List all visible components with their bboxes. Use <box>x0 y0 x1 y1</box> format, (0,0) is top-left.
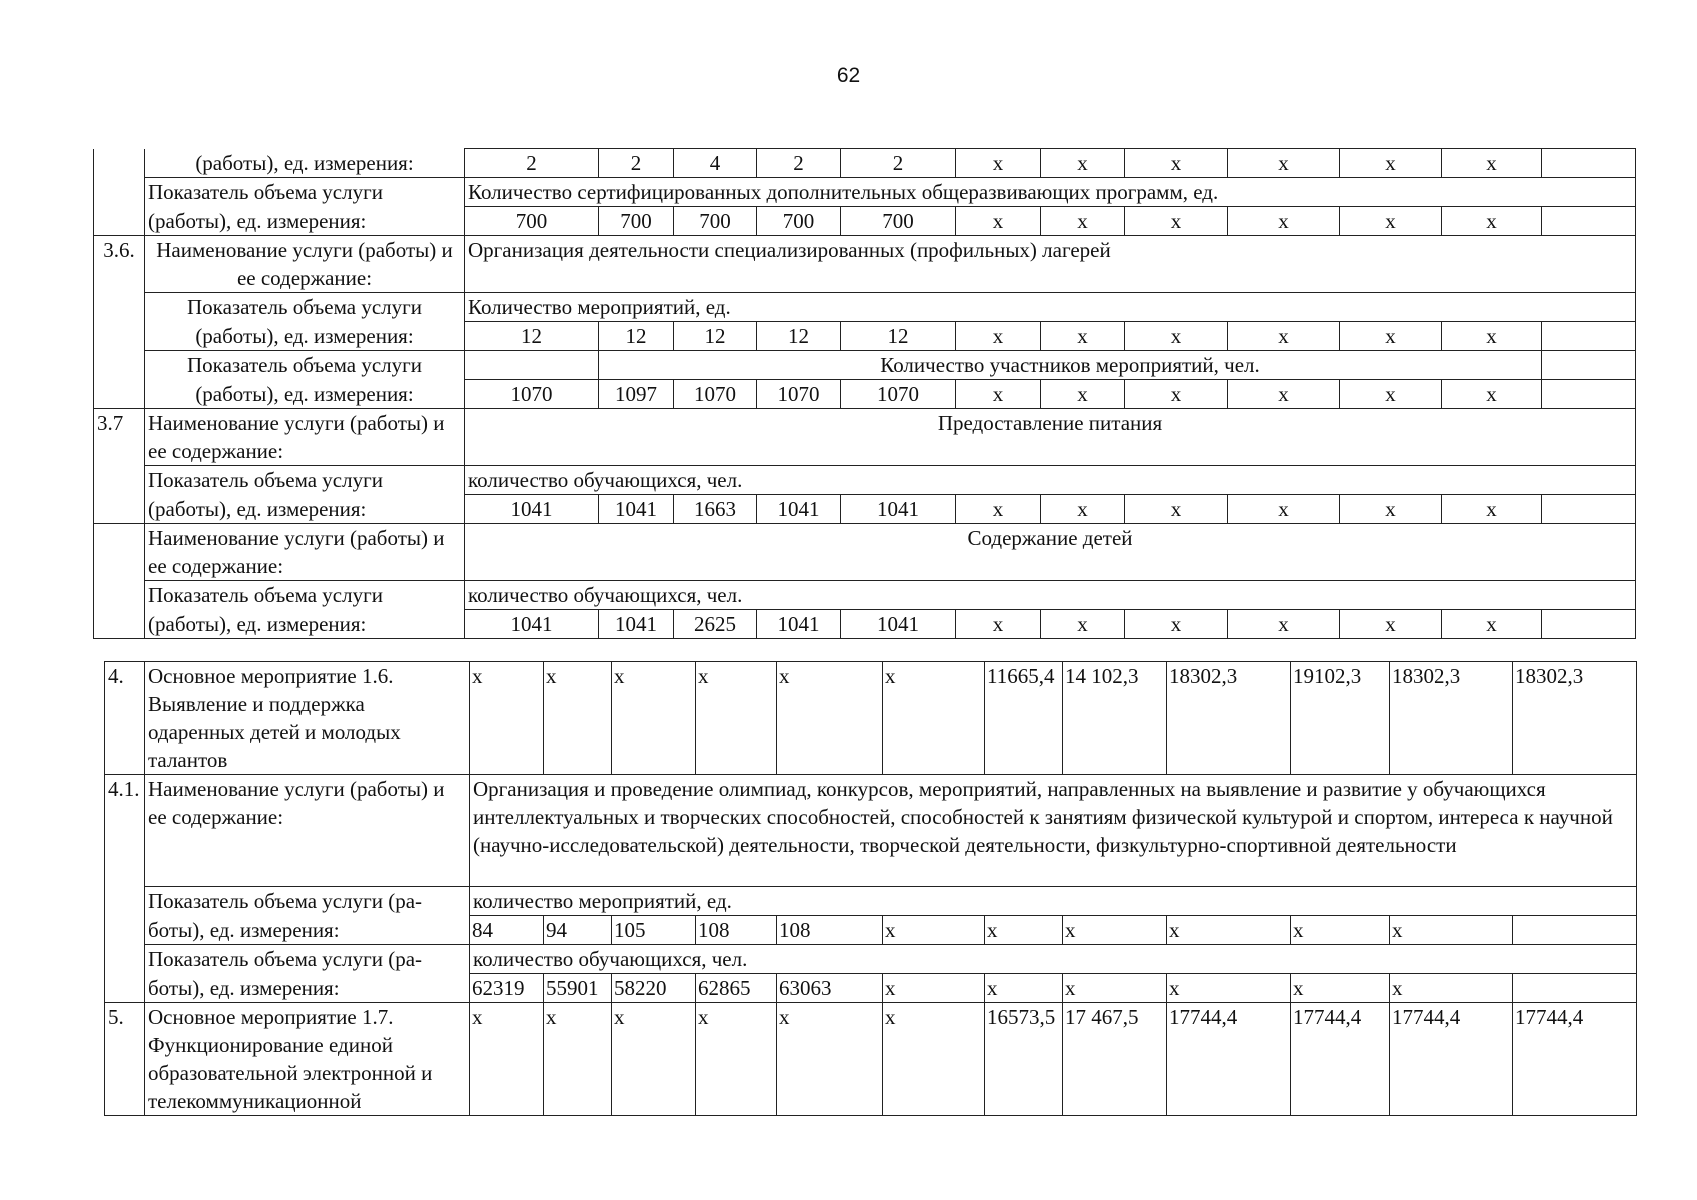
table-row <box>105 974 1637 1003</box>
value-cell: 1070 <box>841 380 956 409</box>
value-cell: 1097 <box>599 380 674 409</box>
indicator-label: Показатель объема услуги <box>145 351 465 380</box>
table-row <box>105 916 1637 945</box>
table-row <box>94 495 1636 524</box>
table-row <box>94 149 1636 178</box>
table-row <box>94 207 1636 236</box>
indicator-label: (работы), ед. измерения: <box>145 149 465 178</box>
value-cell: 1041 <box>841 610 956 639</box>
indicator-label: боты), ед. измерения: <box>145 974 470 1003</box>
value-cell: х <box>612 1003 696 1116</box>
indicator-label: (работы), ед. измерения: <box>145 322 465 351</box>
value-cell <box>1542 322 1636 351</box>
section-number-cell: 4.1. <box>105 775 145 1003</box>
value-cell <box>1542 207 1636 236</box>
indicator-description: количество мероприятий, ед. <box>470 887 1637 916</box>
value-cell: х <box>1291 916 1390 945</box>
value-cell: 94 <box>544 916 612 945</box>
value-cell: х <box>1125 149 1228 178</box>
value-cell: 12 <box>674 322 757 351</box>
value-cell: 12 <box>599 322 674 351</box>
value-cell: х <box>1041 207 1125 236</box>
value-cell: х <box>777 1003 883 1116</box>
value-cell: 19102,3 <box>1291 662 1390 775</box>
indicator-label: (работы), ед. измерения: <box>145 380 465 409</box>
table-row <box>94 610 1636 639</box>
section-number-cell: 3.6. <box>94 236 145 409</box>
value-cell: х <box>883 916 985 945</box>
value-cell: х <box>956 207 1041 236</box>
value-cell: 1070 <box>757 380 841 409</box>
value-cell: 18302,3 <box>1390 662 1513 775</box>
value-cell: 2625 <box>674 610 757 639</box>
table-row <box>94 236 1636 293</box>
value-cell: 700 <box>465 207 599 236</box>
table-row <box>94 322 1636 351</box>
table-row <box>105 887 1637 916</box>
section-number-cell: 3.7 <box>94 409 145 524</box>
indicator-description: количество обучающихся, чел. <box>465 581 1636 610</box>
value-cell: х <box>1442 322 1542 351</box>
value-cell <box>1542 149 1636 178</box>
service-name-value: Организация и проведение олимпиад, конкурсов, мероприятий, направленных на выявление и развитие у обучающихся интеллектуальных и творческих способностей, способностей к занятиям физической культурой и спортом, интереса к научной (научно-исследовательской) деятельности, творческой деятельности, физкультурно-спортивной деятельности <box>470 775 1637 887</box>
value-cell: 58220 <box>612 974 696 1003</box>
upper-table <box>93 148 1636 639</box>
value-cell: х <box>1228 149 1340 178</box>
table-row <box>105 945 1637 974</box>
value-cell: 1041 <box>757 610 841 639</box>
value-cell: х <box>956 610 1041 639</box>
value-cell: 17 467,5 <box>1063 1003 1167 1116</box>
value-cell: 2 <box>599 149 674 178</box>
value-cell: х <box>956 149 1041 178</box>
indicator-label: Показатель объема услуги <box>145 466 465 495</box>
indicator-label: (работы), ед. измерения: <box>145 207 465 236</box>
value-cell: х <box>956 380 1041 409</box>
value-cell: 2 <box>757 149 841 178</box>
indicator-description: Количество участников мероприятий, чел. <box>599 351 1542 380</box>
value-cell: х <box>883 1003 985 1116</box>
table-row <box>94 178 1636 207</box>
value-cell: 62865 <box>696 974 777 1003</box>
value-cell: х <box>956 495 1041 524</box>
value-cell: 55901 <box>544 974 612 1003</box>
value-cell: 700 <box>674 207 757 236</box>
value-cell: х <box>1125 207 1228 236</box>
value-cell: х <box>1442 207 1542 236</box>
indicator-description: Количество сертифицированных дополнительных общеразвивающих программ, ед. <box>465 178 1636 207</box>
value-cell: 14 102,3 <box>1063 662 1167 775</box>
section-number-cell <box>94 149 145 236</box>
value-cell: 4 <box>674 149 757 178</box>
value-cell: х <box>1390 916 1513 945</box>
table-row <box>94 351 1636 380</box>
lower-table <box>104 661 1637 1116</box>
table-row <box>94 466 1636 495</box>
value-cell: х <box>1228 610 1340 639</box>
value-cell: 12 <box>841 322 956 351</box>
measure-label: Основное мероприятие 1.6. Выявление и поддержка одаренных детей и молодых талантов <box>145 662 470 775</box>
value-cell: х <box>1228 380 1340 409</box>
value-cell: 1070 <box>674 380 757 409</box>
value-cell: х <box>1340 322 1442 351</box>
empty-cell <box>465 351 599 380</box>
value-cell: х <box>1390 974 1513 1003</box>
value-cell: 17744,4 <box>1390 1003 1513 1116</box>
value-cell: 17744,4 <box>1167 1003 1291 1116</box>
value-cell: 18302,3 <box>1167 662 1291 775</box>
indicator-description: количество обучающихся, чел. <box>465 466 1636 495</box>
value-cell: х <box>1125 610 1228 639</box>
indicator-label: Показатель объема услуги <box>145 178 465 207</box>
value-cell <box>1542 495 1636 524</box>
indicator-label: Показатель объема услуги (ра- <box>145 945 470 974</box>
indicator-label: боты), ед. измерения: <box>145 916 470 945</box>
value-cell: х <box>1063 974 1167 1003</box>
value-cell: х <box>985 974 1063 1003</box>
value-cell: х <box>1442 380 1542 409</box>
value-cell: х <box>1340 149 1442 178</box>
table-row <box>105 662 1637 775</box>
value-cell: 1041 <box>465 610 599 639</box>
value-cell: 12 <box>757 322 841 351</box>
indicator-label: Показатель объема услуги <box>145 581 465 610</box>
value-cell: х <box>1340 495 1442 524</box>
table-row <box>94 581 1636 610</box>
value-cell: х <box>1125 322 1228 351</box>
value-cell <box>1513 916 1637 945</box>
page-number: 62 <box>836 64 861 87</box>
value-cell: х <box>696 662 777 775</box>
value-cell: 1070 <box>465 380 599 409</box>
indicator-label: (работы), ед. измерения: <box>145 610 465 639</box>
value-cell: х <box>1041 322 1125 351</box>
value-cell: 1041 <box>757 495 841 524</box>
value-cell: 108 <box>696 916 777 945</box>
service-name-label: Наименование услуги (работы) и ее содержание: <box>145 775 470 887</box>
value-cell: 1041 <box>599 610 674 639</box>
section-number-cell <box>94 524 145 639</box>
table-row <box>94 380 1636 409</box>
indicator-description: Количество мероприятий, ед. <box>465 293 1636 322</box>
table-row <box>94 524 1636 581</box>
value-cell <box>1542 610 1636 639</box>
value-cell: х <box>1063 916 1167 945</box>
indicator-label: Показатель объема услуги <box>145 293 465 322</box>
value-cell: 18302,3 <box>1513 662 1637 775</box>
value-cell: 84 <box>470 916 544 945</box>
value-cell: х <box>1442 610 1542 639</box>
value-cell: х <box>1340 207 1442 236</box>
empty-cell <box>1542 351 1636 380</box>
value-cell: 105 <box>612 916 696 945</box>
section-number-cell: 4. <box>105 662 145 775</box>
value-cell: х <box>1228 495 1340 524</box>
value-cell: 1041 <box>841 495 956 524</box>
value-cell: 1663 <box>674 495 757 524</box>
value-cell: 17744,4 <box>1291 1003 1390 1116</box>
value-cell: х <box>544 1003 612 1116</box>
service-name-value: Содержание детей <box>465 524 1636 581</box>
value-cell: х <box>985 916 1063 945</box>
value-cell: 2 <box>841 149 956 178</box>
service-name-value: Предоставление питания <box>465 409 1636 466</box>
table-row <box>105 775 1637 887</box>
value-cell: 62319 <box>470 974 544 1003</box>
value-cell: 1041 <box>465 495 599 524</box>
value-cell: х <box>1442 149 1542 178</box>
value-cell: х <box>1228 322 1340 351</box>
value-cell: х <box>696 1003 777 1116</box>
value-cell: 700 <box>757 207 841 236</box>
table-row <box>105 1003 1637 1116</box>
value-cell: 16573,5 <box>985 1003 1063 1116</box>
value-cell: х <box>612 662 696 775</box>
value-cell: х <box>883 974 985 1003</box>
value-cell: х <box>1340 380 1442 409</box>
value-cell: х <box>777 662 883 775</box>
value-cell: 700 <box>841 207 956 236</box>
value-cell: х <box>1041 610 1125 639</box>
value-cell: х <box>956 322 1041 351</box>
value-cell: 11665,4 <box>985 662 1063 775</box>
indicator-description: количество обучающихся, чел. <box>470 945 1637 974</box>
value-cell: х <box>1228 207 1340 236</box>
indicator-label: Показатель объема услуги (ра- <box>145 887 470 916</box>
value-cell: х <box>1125 380 1228 409</box>
service-name-value: Организация деятельности специализированных (профильных) лагерей <box>465 236 1636 293</box>
value-cell: х <box>1442 495 1542 524</box>
value-cell: 2 <box>465 149 599 178</box>
value-cell: х <box>883 662 985 775</box>
value-cell: х <box>1041 149 1125 178</box>
table-row <box>94 293 1636 322</box>
value-cell: х <box>1340 610 1442 639</box>
value-cell: 17744,4 <box>1513 1003 1637 1116</box>
section-number-cell: 5. <box>105 1003 145 1116</box>
measure-label: Основное мероприятие 1.7. Функционирование единой образовательной электронной и телекоммуникационной <box>145 1003 470 1116</box>
value-cell: х <box>470 662 544 775</box>
value-cell: х <box>1041 495 1125 524</box>
service-name-label: Наименование услуги (работы) и ее содержание: <box>145 524 465 581</box>
service-name-label: Наименование услуги (работы) и ее содержание: <box>145 236 465 293</box>
value-cell: 1041 <box>599 495 674 524</box>
value-cell: х <box>1125 495 1228 524</box>
table-row <box>94 409 1636 466</box>
value-cell: 12 <box>465 322 599 351</box>
value-cell: х <box>544 662 612 775</box>
value-cell: х <box>1041 380 1125 409</box>
indicator-label: (работы), ед. измерения: <box>145 495 465 524</box>
value-cell: 63063 <box>777 974 883 1003</box>
value-cell: х <box>1167 916 1291 945</box>
value-cell: х <box>1291 974 1390 1003</box>
value-cell: 108 <box>777 916 883 945</box>
value-cell <box>1542 380 1636 409</box>
value-cell: х <box>470 1003 544 1116</box>
service-name-label: Наименование услуги (работы) и ее содержание: <box>145 409 465 466</box>
value-cell: 700 <box>599 207 674 236</box>
value-cell: х <box>1167 974 1291 1003</box>
value-cell <box>1513 974 1637 1003</box>
